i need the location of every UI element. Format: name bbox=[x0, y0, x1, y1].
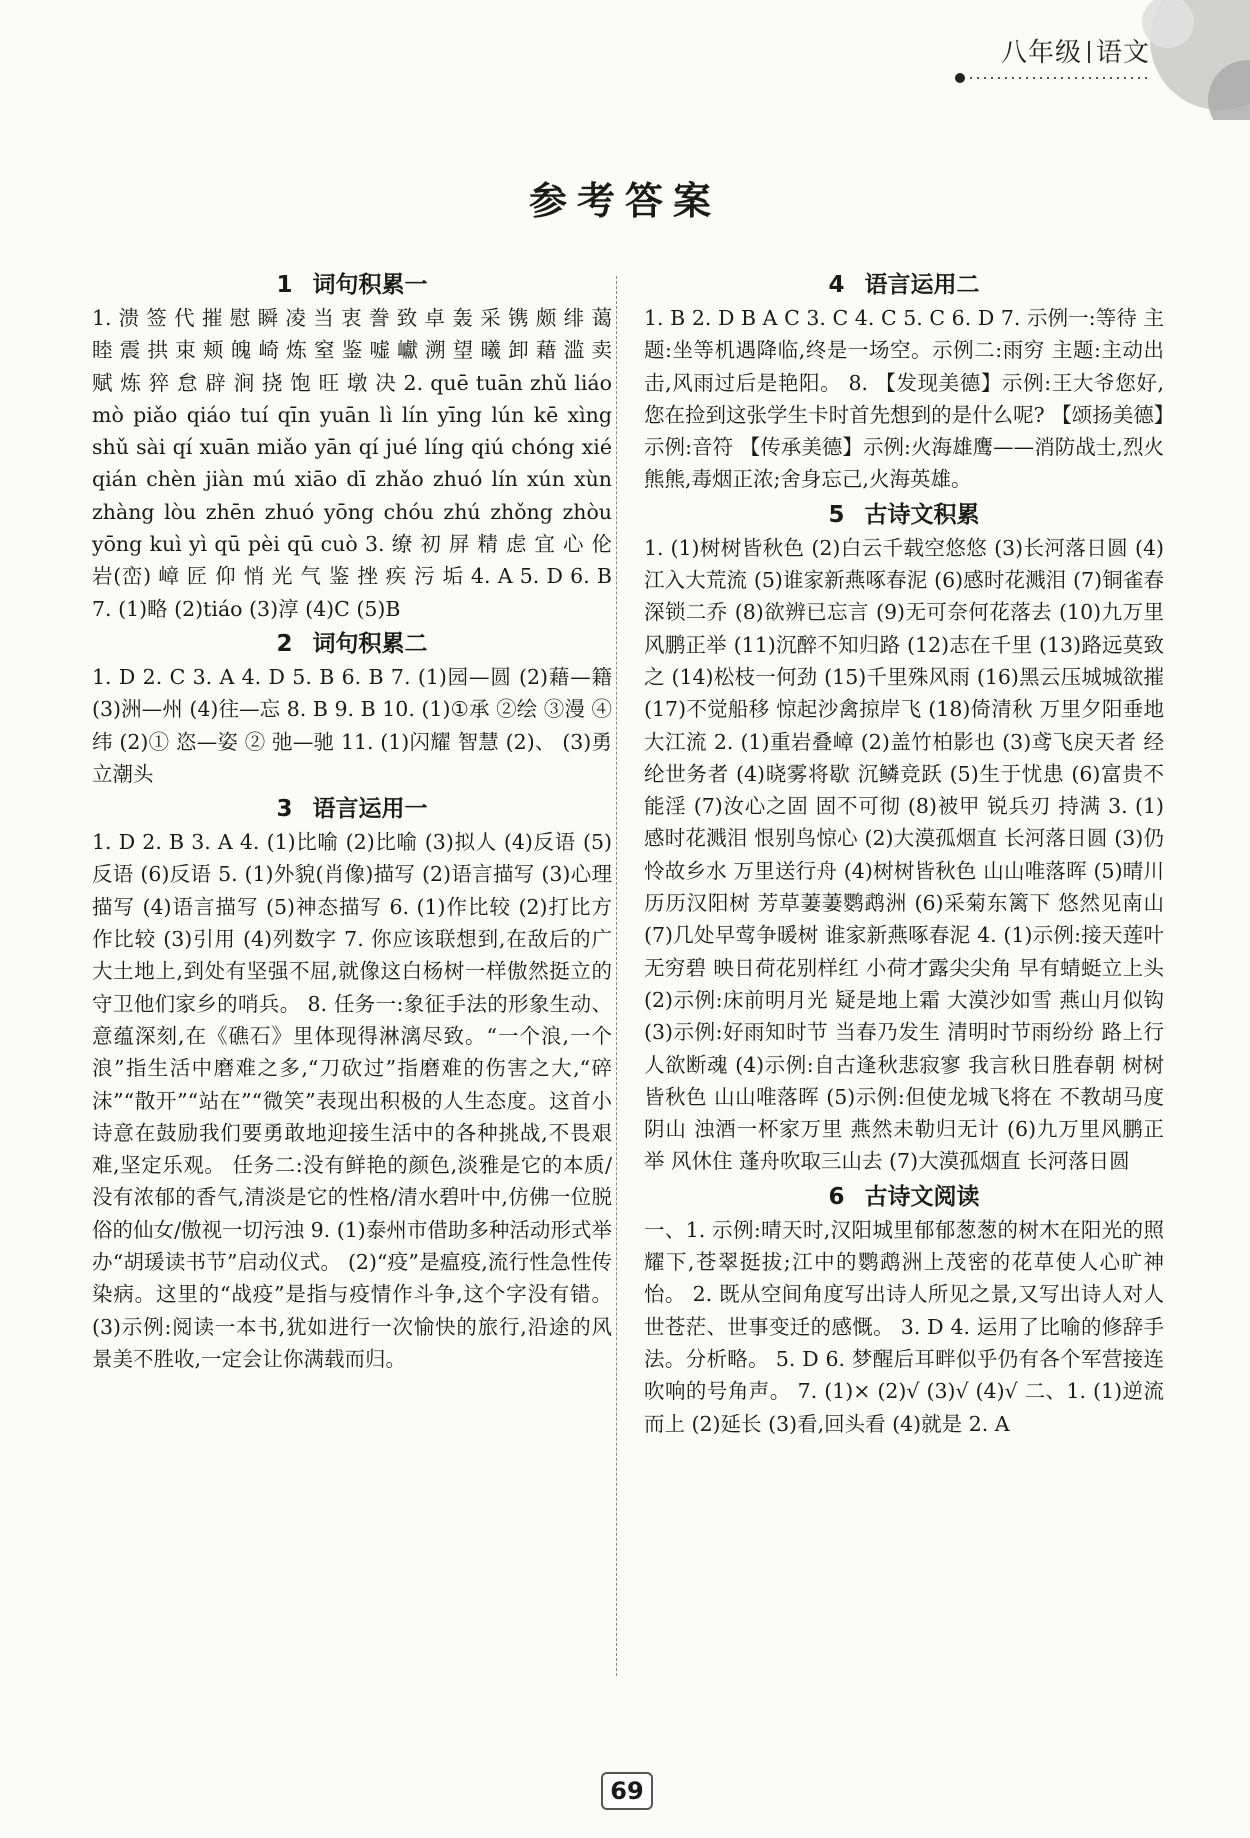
header-grade-subject bbox=[1001, 32, 1150, 69]
section-number: 2 bbox=[276, 630, 293, 657]
section-title bbox=[644, 498, 1164, 532]
section-3 bbox=[92, 792, 612, 1375]
header-dot-line bbox=[954, 72, 1154, 84]
section-6 bbox=[644, 1180, 1164, 1440]
section-title bbox=[92, 268, 612, 302]
section-number: 1 bbox=[276, 272, 293, 298]
page-number: 69 bbox=[601, 1772, 653, 1810]
section-5 bbox=[644, 498, 1164, 1178]
section-body: 1. (1)树树皆秋色 (2)白云千载空悠悠 (3)长河落日圆 (4)江入大荒流 (5)谁家新燕啄春泥 (6)感时花溅泪 (7)铜雀春深锁二乔 (8)欲辨已忘言 (9)无可奈何花落去 (10)九万里风鹏正举 (11)沉醉不知归路 (12)志在千里 (13)路远莫致之 (14)松枝一何劲 (15)千里殊风雨 (16)黑云压城城欲摧 (17)不觉船移 惊起沙禽掠岸飞 (18)倚清秋 万里夕阳垂地大江流 2. (1)重岩叠嶂 (2)盖竹柏影也 (3)鸢飞戾天者 经纶世务者 (4)晓雾将歇 沉鳞竞跃 (5)生于忧患 (6)富贵不能淫 (7)汝心之固 固不可彻 (8)被甲 锐兵刃 持满 3. (1)感时花溅泪 恨别鸟惊心 (2)大漠孤烟直 长河落日圆 (3)仍怜故乡水 万里送行舟 (4)树树皆秋色 山山唯落晖 (5)晴川历历汉阳树 芳草萋萋鹦鹉洲 (6)采菊东篱下 悠然见南山 (7)几处早莺争暖树 谁家新燕啄春泥 4. (1)示例:接天莲叶无穷碧 映日荷花别样红 小荷才露尖尖角 早有蜻蜓立上头 (2)示例:床前明月光 疑是地上霜 大漠沙如雪 燕山月似钩 (3)示例:好雨知时节 当春乃发生 清明时节雨纷纷 路上行人欲断魂 (4)示例:自古逢秋悲寂寥 我言秋日胜春朝 树树皆秋色 山山唯落晖 (5)示例:但使龙城飞将在 不教胡马度阴山 浊酒一杯家万里 燕然未勒归无计 (6)九万里风鹏正举 风休住 蓬舟吹取三山去 (7)大漠孤烟直 长河落日圆 bbox=[644, 535, 1164, 1174]
section-body: 1. D 2. C 3. A 4. D 5. B 6. B 7. (1)园—圆 (2)藉—籍 (3)洲—州 (4)往—忘 8. B 9. B 10. (1)①承 ②绘 ③漫 ④纬 (2)① 恣—姿 ② 弛—驰 11. (1)闪耀 智慧 (2)、 (3)勇立潮头 bbox=[92, 664, 612, 786]
section-title-text: 语言运用一 bbox=[312, 796, 428, 823]
section-title-text: 古诗文阅读 bbox=[864, 1183, 980, 1210]
section-number: 3 bbox=[276, 796, 293, 823]
section-title bbox=[644, 268, 1164, 302]
section-body: 1. B 2. D B A C 3. C 4. C 5. C 6. D 7. 示例一:等待 主题:坐等机遇降临,终是一场空。示例二:雨穷 主题:主动出击,风雨过后是艳阳。 8. 【发现美德】示例:王大爷您好,您在捡到这张学生卡时首先想到的是什么呢? 【颂扬美德】示例:音符 【传承美德】示例:火海雄鹰——消防战士,烈火熊熊,毒烟正浓;舍身忘己,火海英雄。 bbox=[644, 306, 1164, 492]
section-title-text: 词句积累一 bbox=[312, 272, 428, 298]
section-body: 一、1. 示例:晴天时,汉阳城里郁郁葱葱的树木在阳光的照耀下,苍翠挺拔;江中的鹦鹉洲上茂密的花草使人心旷神怡。 2. 既从空间角度写出诗人所见之景,又写出诗人对人世苍茫、世事变迁的感慨。 3. D 4. 运用了比喻的修辞手法。分析略。 5. D 6. 梦醒后耳畔似乎仍有各个军营接连吹响的号角声。 7. (1)× (2)√ (3)√ (4)√ 二、1. (1)逆流而上 (2)延长 (3)看,回头看 (4)就是 2. A bbox=[644, 1217, 1164, 1436]
right-column bbox=[644, 268, 1164, 1442]
section-number: 5 bbox=[828, 501, 845, 528]
section-1 bbox=[92, 268, 612, 625]
header-subject: 语文 bbox=[1095, 38, 1150, 68]
section-title-text: 古诗文积累 bbox=[864, 501, 980, 528]
section-title-text: 语言运用二 bbox=[864, 272, 980, 298]
section-title bbox=[644, 1180, 1164, 1214]
header-grade: 八年级 bbox=[1000, 38, 1082, 68]
page-title: 参考答案 bbox=[528, 178, 721, 223]
section-body: 1. D 2. B 3. A 4. (1)比喻 (2)比喻 (3)拟人 (4)反语 (5)反语 (6)反语 5. (1)外貌(肖像)描写 (2)语言描写 (3)心理描写 (4)语言描写 (5)神态描写 6. (1)作比较 (2)打比方 作比较 (3)引用 (4)列数字 7. 你应该联想到,在敌后的广大土地上,到处有坚强不屈,就像这白杨树一样傲然挺立的守卫他们家乡的哨兵。 8. 任务一:象征手法的形象生动、意蕴深刻,在《礁石》里体现得淋漓尽致。“一个浪,一个浪”指生活中磨难之多,“刀砍过”指磨难的伤害之大,“碎沫”“散开”“站在”“微笑”表现出积极的人生态度。这首小诗意在鼓励我们要勇敢地迎接生活中的各种挑战,不畏艰难,坚定乐观。 任务二:没有鲜艳的颜色,淡雅是它的本质/没有浓郁的香气,清淡是它的性格/清水碧叶中,仿佛一位脱俗的仙女/傲视一切污浊 9. (1)泰州市借助多种活动形式举办“胡瑗读书节”启动仪式。 (2)“疫”是瘟疫,流行性急性传染病。这里的“战疫”是指与疫情作斗争,这个字没有错。(3)示例:阅读一本书,犹如进行一次愉快的旅行,沿途的风景美不胜收,一定会让你满载而归。 bbox=[92, 830, 612, 1371]
column-divider bbox=[616, 276, 617, 1676]
left-column bbox=[92, 268, 612, 1377]
section-title bbox=[92, 792, 612, 826]
section-title-text: 词句积累二 bbox=[312, 630, 428, 657]
section-4 bbox=[644, 268, 1164, 496]
section-number: 6 bbox=[828, 1183, 845, 1210]
header-separator bbox=[1088, 41, 1090, 63]
section-number: 4 bbox=[828, 272, 845, 298]
section-2 bbox=[92, 627, 612, 790]
section-title bbox=[92, 627, 612, 661]
section-body: 1. 溃 签 代 摧 慰 瞬 凌 当 衷 誊 致 卓 轰 采 镌 颇 绯 蔼 睦 震 拱 束 颊 魄 崎 炼 窒 鉴 嘘 巘 溯 望 曦 卸 藉 滥 卖 赋 炼 猝 怠 辟 涧 挠 饱 旺 墩 决 2. quē tuān zhǔ liáo mò piǎo qiáo tuí qīn yuān lì lín yīng lún kē xìng shǔ sài qí xuān miǎo yān qí jué líng qiú chóng xié qián chèn jiàn mú xiāo dī zhǎo zhuó lín xún xùn zhàng lòu zhēn zhuó yōng chóu zhú zhǒng zhòu yōng kuì yì qū pèi qū cuò 3. 缭 初 屏 精 虑 宜 心 伦 岩(峦) 嶂 匠 仰 悄 光 气 鉴 挫 疾 污 垢 4. A 5. D 6. B 7. (1)略 (2)tiáo (3)淳 (4)C (5)B bbox=[92, 306, 612, 621]
